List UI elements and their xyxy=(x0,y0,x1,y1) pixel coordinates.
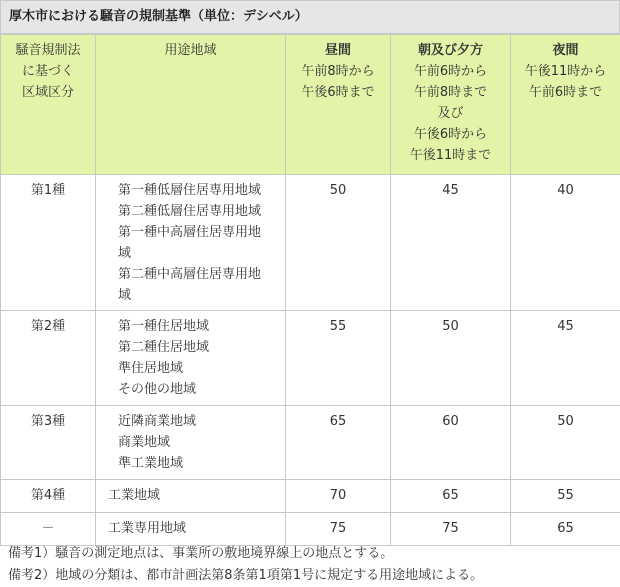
noise-standards-table xyxy=(0,34,620,546)
night-value: 65 xyxy=(511,513,620,546)
morning-evening-value: 75 xyxy=(391,513,511,546)
use-cell: 近隣商業地域 商業地域 準工業地域 xyxy=(96,406,286,480)
district-cell: － xyxy=(1,513,96,546)
note-1: 備考1）騒音の測定地点は、事業所の敷地境界線上の地点とする。 xyxy=(8,546,394,561)
night-value: 55 xyxy=(511,480,620,513)
night-value: 45 xyxy=(511,311,620,406)
district-cell: 第2種 xyxy=(1,311,96,406)
table-caption: 厚木市における騒音の規制基準（単位：デシベル） xyxy=(0,0,620,34)
header-use: 用途地域 xyxy=(96,35,286,175)
note-2: 備考2）地域の分類は、都市計画法第8条第1項第1号に規定する用途地域による。 xyxy=(8,568,484,583)
use-cell: 第一種低層住居専用地域 第二種低層住居専用地域 第一種中高層住居専用地 域 第二種中高層住居専用地 域 xyxy=(96,175,286,311)
day-value: 55 xyxy=(286,311,391,406)
table-row xyxy=(1,406,620,480)
morning-evening-value: 65 xyxy=(391,480,511,513)
header-night: 夜間 午後11時から 午前6時まで xyxy=(511,35,620,175)
table-row xyxy=(1,480,620,513)
day-value: 65 xyxy=(286,406,391,480)
district-cell: 第1種 xyxy=(1,175,96,311)
header-day: 昼間 午前8時から 午後6時まで xyxy=(286,35,391,175)
use-cell: 工業専用地域 xyxy=(96,513,286,546)
day-value: 75 xyxy=(286,513,391,546)
district-cell: 第3種 xyxy=(1,406,96,480)
use-cell: 工業地域 xyxy=(96,480,286,513)
table-row xyxy=(1,513,620,546)
use-cell: 第一種住居地域 第二種住居地域 準住居地域 その他の地域 xyxy=(96,311,286,406)
night-value: 50 xyxy=(511,406,620,480)
header-morning-evening: 朝及び夕方 午前6時から 午前8時まで 及び 午後6時から 午後11時まで xyxy=(391,35,511,175)
district-cell: 第4種 xyxy=(1,480,96,513)
morning-evening-value: 45 xyxy=(391,175,511,311)
table-row xyxy=(1,175,620,311)
table-row xyxy=(1,311,620,406)
header-district: 騒音規制法 に基づく 区域区分 xyxy=(1,35,96,175)
morning-evening-value: 50 xyxy=(391,311,511,406)
morning-evening-value: 60 xyxy=(391,406,511,480)
day-value: 50 xyxy=(286,175,391,311)
day-value: 70 xyxy=(286,480,391,513)
night-value: 40 xyxy=(511,175,620,311)
